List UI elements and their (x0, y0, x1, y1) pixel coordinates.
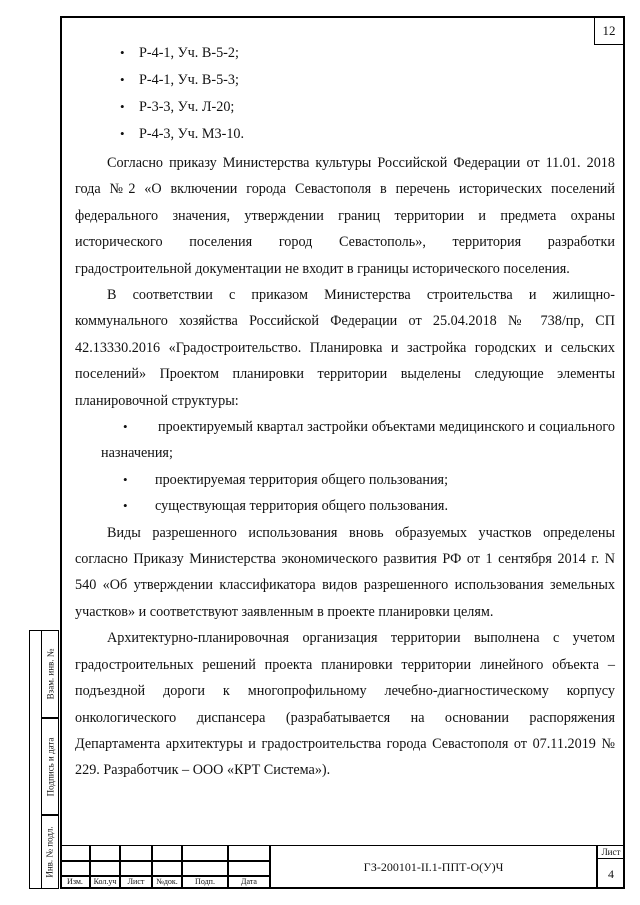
grid-cell (60, 861, 90, 876)
bullet-icon: • (120, 72, 125, 87)
col-kol-uch: Кол.уч (90, 876, 120, 889)
list-item: • Р-4-3, Уч. М3-10. (75, 123, 615, 150)
bullet-icon: • (120, 45, 125, 60)
grid-cell (120, 845, 152, 861)
paragraph-construction-order: В соответствии с приказом Министерства строительства и жилищно-коммунального хозяйства Российской Федерации от 25.04.2018 № 738/пр, СП 42.13330.2016 «Градостроительство. Планировка и застройка городских и сельских поселений» Проектом планировки территории выделены следующие элементы планировочной структуры: (75, 287, 615, 409)
col-data: Дата (228, 876, 270, 889)
paragraph-land-use: Виды разрешенного использования вновь образуемых участков определены согласно Приказу Министерства экономического развития РФ от 1 сентября 2014 г. N 540 «Об утверждении классификатора видов разрешенного использования земельных участков» и соответствуют заявленным в проекте планировки целям. (75, 524, 615, 620)
col-list: Лист (120, 876, 152, 889)
side-stamp-inv: Инв. № подл. (41, 815, 59, 889)
list-item: • Р-4-1, Уч. В-5-3; (75, 69, 615, 96)
grid-cell (228, 861, 270, 876)
list-item: • Р-4-1, Уч. В-5-2; (75, 42, 615, 69)
grid-cell (182, 845, 228, 861)
sheet-number: 12 (594, 18, 623, 45)
paragraph-architecture: Архитектурно-планировочная организация территории выполнена с учетом градостроительных решений проекта планировки территории линейного объекта – подъездной дороги к многопрофильному лечебно-диагностическому корпусу онкологического диспансера (разрабатывается на основании распоряжения Департамента архитектуры и градостроительства города Севастополя от 07.11.2019 № 229. Разработчик – ООО «КРТ Система»). (75, 630, 615, 779)
paragraph-culture-order: Согласно приказу Министерства культуры Российской Федерации от 11.01. 2018 года №2 «О включении города Севастополя в перечень исторических поселений федерального значения, утверждении границ территории и предмета охраны исторического поселения город Севастополь», территория разработки градостроительной документации не входит в границы исторического поселения. (75, 155, 615, 277)
title-block (60, 845, 625, 889)
side-stamp-vzam: Взам. инв. № (41, 630, 59, 718)
grid-cell (182, 861, 228, 876)
grid-cell (152, 845, 182, 861)
bullet-icon: • (120, 99, 125, 114)
sheet-cell (597, 845, 625, 889)
list-item: • Р-3-3, Уч. Л-20; (75, 96, 615, 123)
col-ndok: №док. (152, 876, 182, 889)
col-podp: Подп. (182, 876, 228, 889)
bullet-icon: • (123, 471, 128, 487)
grid-cell (152, 861, 182, 876)
list-item: • существующая территория общего пользования. (75, 493, 615, 519)
grid-cell (90, 861, 120, 876)
grid-cell (60, 845, 90, 861)
side-stamp-signature-date: Подпись и дата (41, 718, 59, 815)
document-code: ГЗ-200101-II.1-ППТ-О(У)Ч (270, 845, 597, 889)
grid-cell (120, 861, 152, 876)
page-frame (60, 16, 625, 889)
bullet-icon: • (123, 419, 128, 435)
bullet-icon: • (123, 498, 128, 514)
sheet-label: Лист (598, 846, 624, 859)
page-number: 4 (608, 867, 614, 881)
list-item: • проектируемая территория общего пользования; (75, 467, 615, 493)
document-body (75, 42, 615, 784)
grid-cell (90, 845, 120, 861)
bullet-icon: • (120, 126, 125, 141)
grid-cell (228, 845, 270, 861)
col-izm: Изм. (60, 876, 90, 889)
list-item: • проектируемый квартал застройки объектами медицинского и социального назначения; (75, 414, 615, 467)
